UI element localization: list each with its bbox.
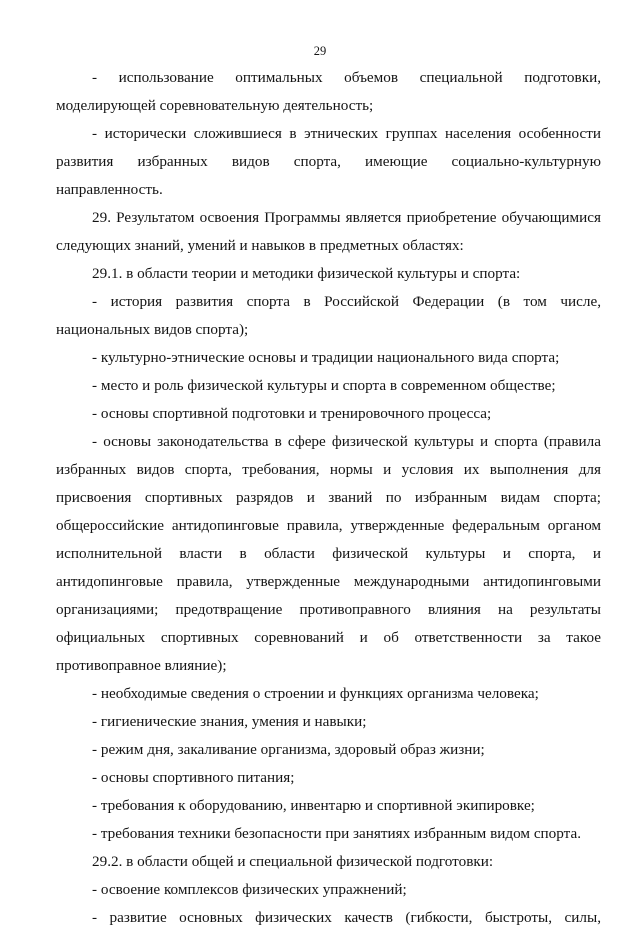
list-item: - режим дня, закаливание организма, здоровый образ жизни; [92, 741, 485, 758]
list-item: - освоение комплексов физических упражнений; [92, 881, 407, 898]
list-item: - основы спортивного питания; [92, 769, 295, 786]
list-item: - место и роль физической культуры и спорта в современном обществе; [92, 377, 556, 394]
page-number: 29 [313, 44, 327, 58]
list-item: - требования к оборудованию, инвентарю и спортивной экипировке; [92, 797, 535, 814]
list-item: - требования техники безопасности при занятиях избранным видом спорта. [92, 825, 582, 842]
page-body [56, 64, 601, 932]
list-item: - использование оптимальных объемов специальной подготовки, моделирующей соревновательную деятельность; [56, 69, 601, 114]
list-item: - гигиенические знания, умения и навыки; [92, 713, 367, 730]
list-item: - основы законодательства в сфере физической культуры и спорта (правила избранных видов спорта, требования, нормы и условия их выполнения для присвоения спортивных разрядов и званий по избранным видам спорта; общероссийские антидопинговые правила, утвержденные федеральным органом исполнительной власти в области физической культуры и спорта, и антидопинговые правила, утвержденные международными антидопинговыми организациями; предотвращение противоправного влияния на результаты официальных спортивных соревнований и об ответственности за такое противоправное влияние); [56, 433, 601, 674]
list-item: - история развития спорта в Российской Федерации (в том числе, национальных видов спорта); [56, 293, 601, 338]
list-item: - культурно-этнические основы и традиции национального вида спорта; [92, 349, 560, 366]
list-item: - развитие основных физических качеств (гибкости, быстроты, силы, [92, 909, 601, 926]
list-item: - необходимые сведения о строении и функциях организма человека; [92, 685, 539, 702]
list-item: - исторически сложившиеся в этнических группах населения особенности развития избранных видов спорта, имеющие социально-культурную направленность. [56, 125, 601, 198]
section-29-paragraph: 29. Результатом освоения Программы является приобретение обучающимися следующих знаний, умений и навыков в предметных областях: [56, 209, 601, 254]
subsection-29-1-heading: 29.1. в области теории и методики физической культуры и спорта: [92, 265, 521, 282]
list-item: - основы спортивной подготовки и тренировочного процесса; [92, 405, 492, 422]
subsection-29-2-heading: 29.2. в области общей и специальной физической подготовки: [92, 853, 494, 870]
